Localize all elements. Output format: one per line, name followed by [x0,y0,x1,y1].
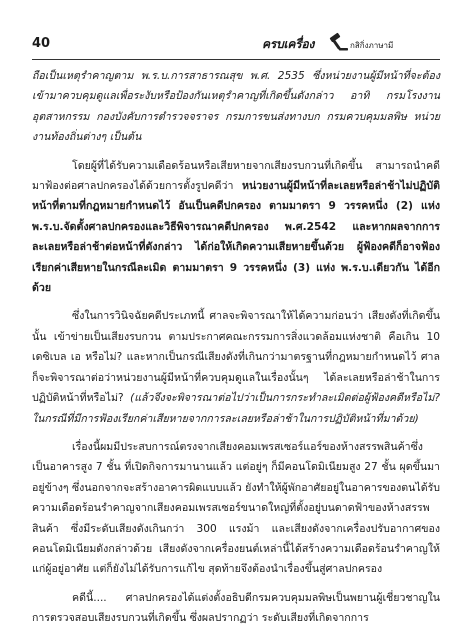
page-header [0,0,462,64]
body-paragraph [32,437,440,580]
paragraph-text-segment: เรื่องนี้ผมมีประสบการณ์ตรงจากเสียงคอมเพรสเซอร์แอร์ของห้างสรรพสินค้าซึ่งเป็นอาคารสูง 7 ชั้น ที่เปิดกิจการมานานแล้ว แต่อยู่ๆ ก็มีคอนโดมิเนียมสูง 27 ชั้น ผุดขึ้นมาอยู่ข้างๆ ซึ่งนอกจากจะสร้างอาคารผิดแบบแล้ว ยังทำให้ผู้พักอาศัยอยู่ในอาคารของตนได้รับความเดือดร้อนรำคาญจากเสียงคอมเพรสเซอร์ขนาดใหญ่ที่ตั้งอยู่บนดาดฟ้าของห้างสรรพสินค้า ซึ่งมีระดับเสียงดังเกินกว่า 300 แรงม้า และเสียงดังจากเครื่องปรับอากาศของคอนโดมิเนียมดังกล่าวด้วย เสียงดังจากเครื่องยนต์เหล่านี้ได้สร้างความเดือดร้อนรำคาญให้แก่ผู้อยู่อาศัย แต่ก็ยังไม่ได้รับการแก้ไข สุดท้ายจึงต้องนำเรื่องขึ้นสู่ศาลปกครอง [32,440,441,576]
gavel-icon [327,31,349,53]
paragraph-text-segment: หน่วยงานผู้มีหน้าที่ละเลยหรือล่าช้าไม่ปฏิบัติหน้าที่ตามที่กฎหมายกำหนดไว้ อันเป็นคดีปกครอง ตามมาตรา 9 วรรคหนึ่ง (2) แห่ง พ.ร.บ.จัดตั้งศาลปกครองและวิธีพิจารณาคดีปกครอง พ.ศ.2542 และหากผลจากการละเลยหรือล่าช้าต่อหน้าที่ดังกล่าว ได้ก่อให้เกิดความเสียหายขึ้นด้วย ผู้ฟ้องคดีก็อาจฟ้องเรียกค่าเสียหายในกรณีละเมิด ตามมาตรา 9 วรรคหนึ่ง (3) แห่ง พ.ร.บ.เดียวกัน ได้อีกด้วย [32,180,440,295]
paragraph-text-segment: (แล้วจึงจะพิจารณาต่อไปว่าเป็นการกระทำละเมิดต่อผู้ฟ้องคดีหรือไม่? ในกรณีที่มีการฟ้องเรียกค่าเสียหายจากการละเลยหรือล่าช้าในการปฏิบัติหน้าที่มาด้วย) [32,392,440,425]
page-body [32,66,440,637]
paragraph-text-segment: คดีนี้.... ศาลปกครองได้แต่งตั้งอธิบดีกรมควบคุมมลพิษเป็นพยานผู้เชี่ยวชาญในการตรวจสอบเสียงรบกวนที่เกิดขึ้น ซึ่งผลปรากฏว่า ระดับเสียงที่เกิดจากการ [32,591,440,625]
page-number: 40 [32,36,51,51]
body-paragraph [32,156,440,299]
paragraph-text-segment: ซึ่งในการวินิจฉัยคดีประเภทนี้ ศาลจะพิจารณาให้ได้ความก่อนว่า เสียงดังที่เกิดขึ้นนั้น เข้าข่ายเป็นเสียงรบกวน ตามประกาศคณะกรรมการสิ่งแวดล้อมแห่งชาติ คือเกิน 10 เดซิเบล เอ หรือไม่? และหากเป็นกรณีเสียงดังที่เกินกว่ามาตรฐานที่กฎหมายกำหนดไว้ ศาลก็จะพิจารณาต่อว่าหน่วยงานผู้มีหน้าที่ควบคุมดูแลในเรื่องนั้นๆ ได้ละเลยหรือล่าช้าในการปฏิบัติหน้าที่หรือไม่? [32,310,440,405]
header-divider [32,59,440,60]
brand-title: ครบเครื่อง [262,37,315,51]
paragraph-text-segment: โดยผู้ที่ได้รับความเดือดร้อนหรือเสียหายจากเสียงรบกวนที่เกิดขึ้น สามารถนำคดีมาฟ้องต่อศาลปกครองได้ด้วยการตั้งรูปคดีว่า [32,159,440,193]
body-paragraph [32,66,440,148]
paragraph-text-segment: ถือเป็นเหตุรำคาญตาม พ.ร.บ.การสาธารณสุข พ.ศ. 2535 ซึ่งหน่วยงานผู้มีหน้าที่จะต้องเข้ามาควบคุมดูแลเพื่อระงับหรือป้องกันเหตุรำคาญที่เกิดขึ้นดังกล่าว อาทิ กรมโรงงานอุตสาหกรรม กองบังคับการตำรวจจราจร กรมการขนส่งทางบก กรมควบคุมมลพิษ หน่วยงานท้องถิ่นต่างๆ เป็นต้น [32,70,440,144]
body-paragraph [32,306,440,428]
body-paragraph [32,588,440,629]
brand-tagline: กสิกิ่งภาษามี [350,41,394,50]
